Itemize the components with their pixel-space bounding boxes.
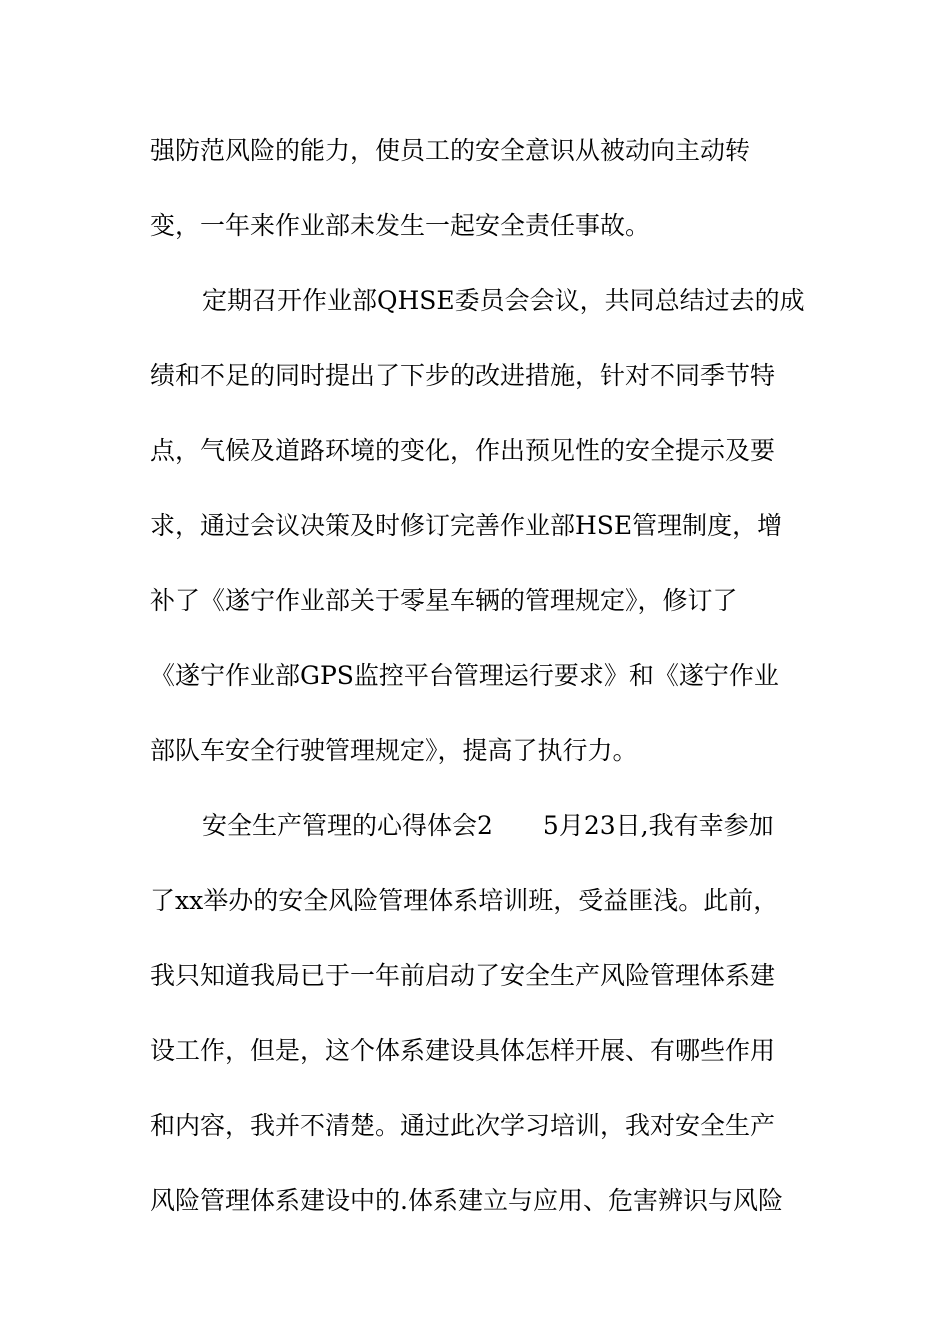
text-line-8: 《遂宁作业部GPS监控平台管理运行要求》和《遂宁作业 — [150, 661, 779, 690]
text-line-13: 设工作，但是，这个体系建设具体怎样开展、有哪些作用 — [150, 1036, 776, 1065]
text-line-5: 点，气候及道路环境的变化，作出预见性的安全提示及要 — [150, 436, 776, 465]
text-line-6: 求，通过会议决策及时修订完善作业部HSE管理制度，增 — [150, 511, 783, 540]
text-line-9: 部队车安全行驶管理规定》，提高了执行力。 — [150, 736, 638, 765]
text-line-1: 强防范风险的能力，使员工的安全意识从被动向主动转 — [150, 136, 751, 165]
text-line-11: 了xx举办的安全风险管理体系培训班，受益匪浅。此前， — [150, 886, 779, 915]
text-line-7: 补了《遂宁作业部关于零星车辆的管理规定》，修订了 — [150, 586, 738, 615]
text-line-14: 和内容，我并不清楚。通过此次学习培训，我对安全生产 — [150, 1111, 776, 1140]
text-line-3: 定期召开作业部QHSE委员会会议，共同总结过去的成 — [202, 286, 805, 315]
text-line-2: 变，一年来作业部未发生一起安全责任事故。 — [150, 211, 651, 240]
text-line-15: 风险管理体系建设中的.体系建立与应用、危害辨识与风险 — [150, 1186, 783, 1215]
text-line-4: 绩和不足的同时提出了下步的改进措施，针对不同季节特 — [150, 361, 776, 390]
text-line-10: 安全生产管理的心得体会2 5月23日,我有幸参加 — [202, 811, 774, 840]
text-line-12: 我只知道我局已于一年前启动了安全生产风险管理体系建 — [150, 961, 776, 990]
